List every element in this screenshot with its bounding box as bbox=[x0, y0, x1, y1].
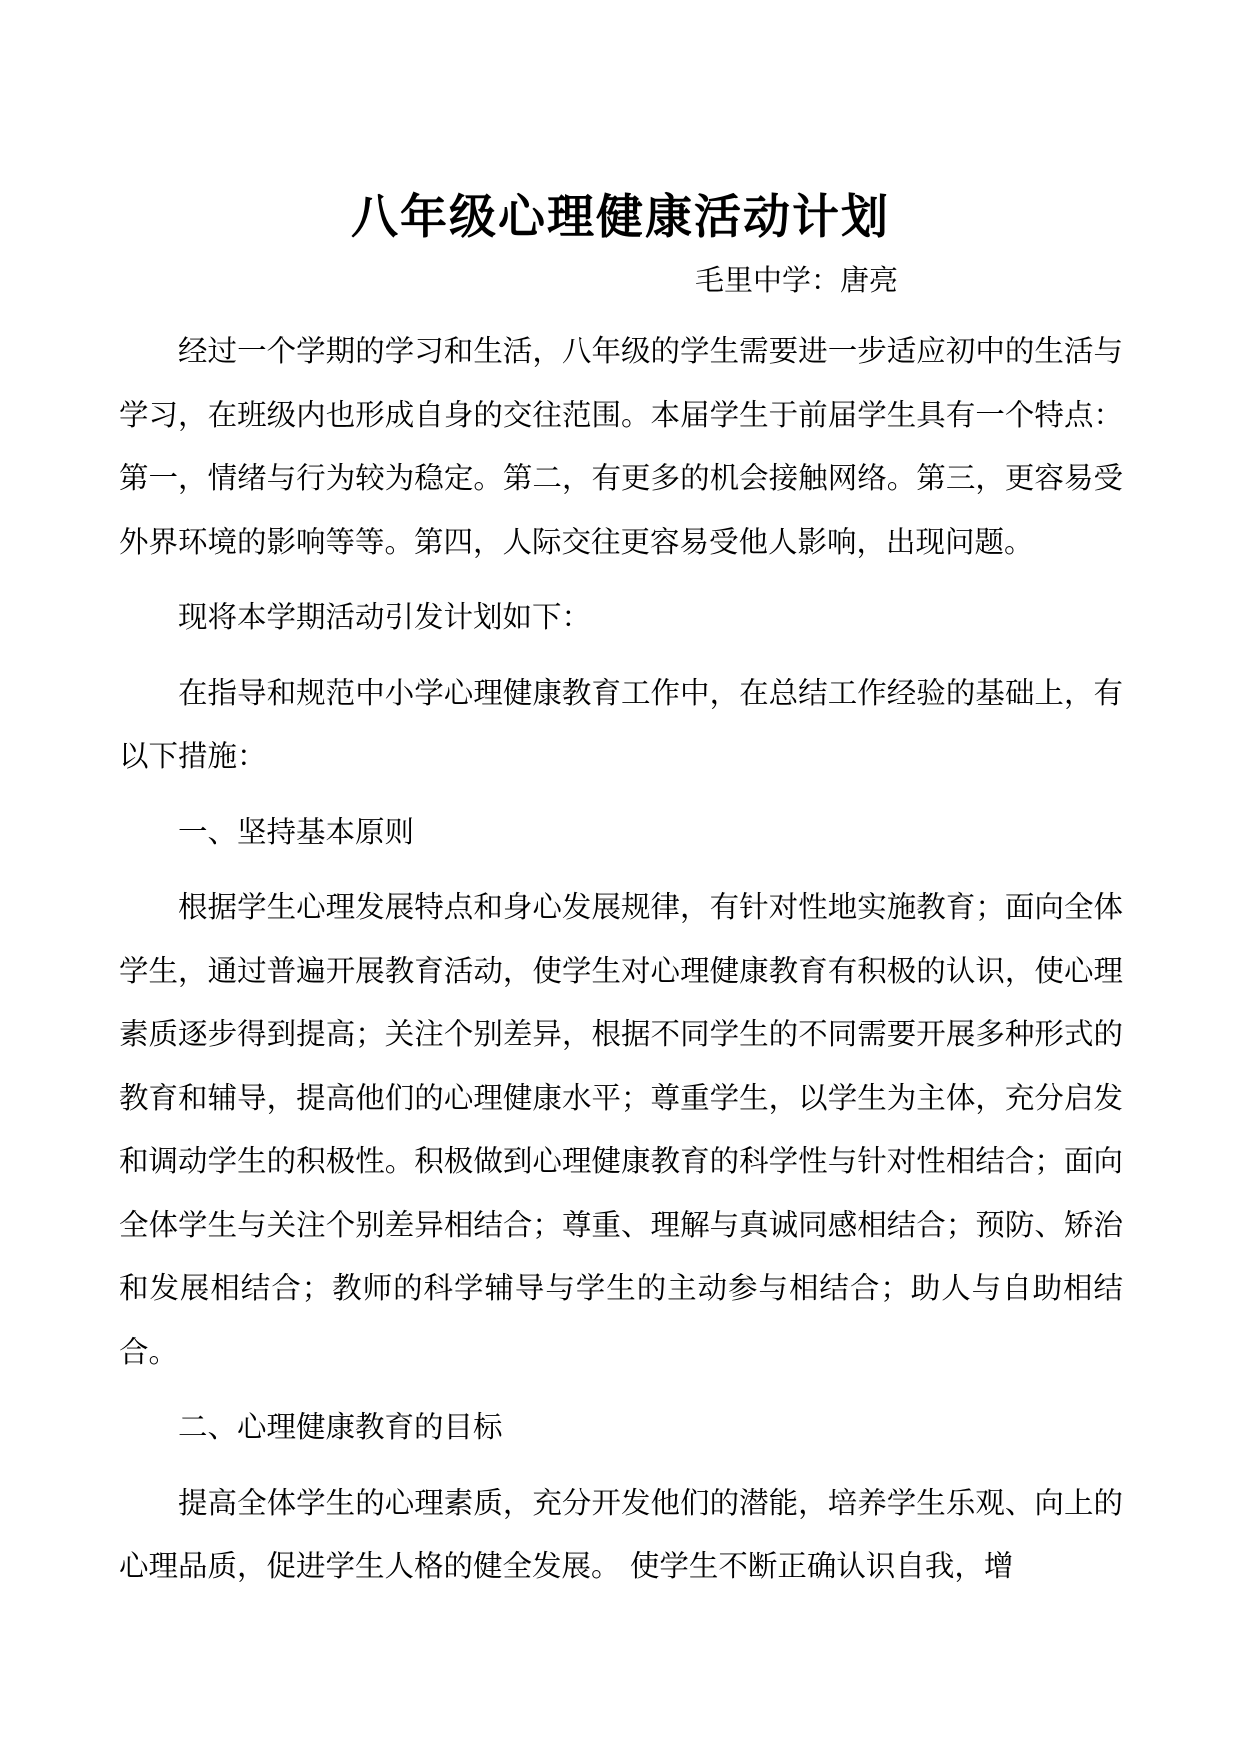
paragraph-intro: 经过一个学期的学习和生活，八年级的学生需要进一步适应初中的生活与学习，在班级内也形成自身的交往范围。本届学生于前届学生具有一个特点：第一，情绪与行为较为稳定。第二，有更多的机会接触网络。第三，更容易受外界环境的影响等等。第四，人际交往更容易受他人影响，出现问题。 bbox=[119, 334, 1123, 559]
paragraph-plan-lead: 现将本学期活动引发计划如下： bbox=[178, 600, 592, 634]
section-heading-goals: 二、心理健康教育的目标 bbox=[178, 1410, 503, 1444]
document-title: 八年级心理健康活动计划 bbox=[351, 190, 890, 245]
section-heading-principles: 一、坚持基本原则 bbox=[178, 814, 415, 849]
document-body bbox=[119, 320, 1123, 1599]
author-line: 毛里中学：唐亮 bbox=[695, 263, 899, 297]
paragraph-measures-lead: 在指导和规范中小学心理健康教育工作中，在总结工作经验的基础上，有以下措施： bbox=[119, 675, 1123, 773]
paragraph-principles: 根据学生心理发展特点和身心发展规律，有针对性地实施教育；面向全体学生，通过普遍开展教育活动，使学生对心理健康教育有积极的认识，使心理素质逐步得到提高；关注个别差异，根据不同学生的不同需要开展多种形式的教育和辅导，提高他们的心理健康水平；尊重学生，以学生为主体，充分启发和调动学生的积极性。积极做到心理健康教育的科学性与针对性相结合；面向全体学生与关注个别差异相结合；尊重、理解与真诚同感相结合；预防、矫治和发展相结合；教师的科学辅导与学生的主动参与相结合；助人与自助相结合。 bbox=[119, 890, 1123, 1369]
paragraph-goals: 提高全体学生的心理素质，充分开发他们的潜能，培养学生乐观、向上的心理品质，促进学生人格的健全发展。 使学生不断正确认识自我，增 bbox=[119, 1485, 1123, 1583]
